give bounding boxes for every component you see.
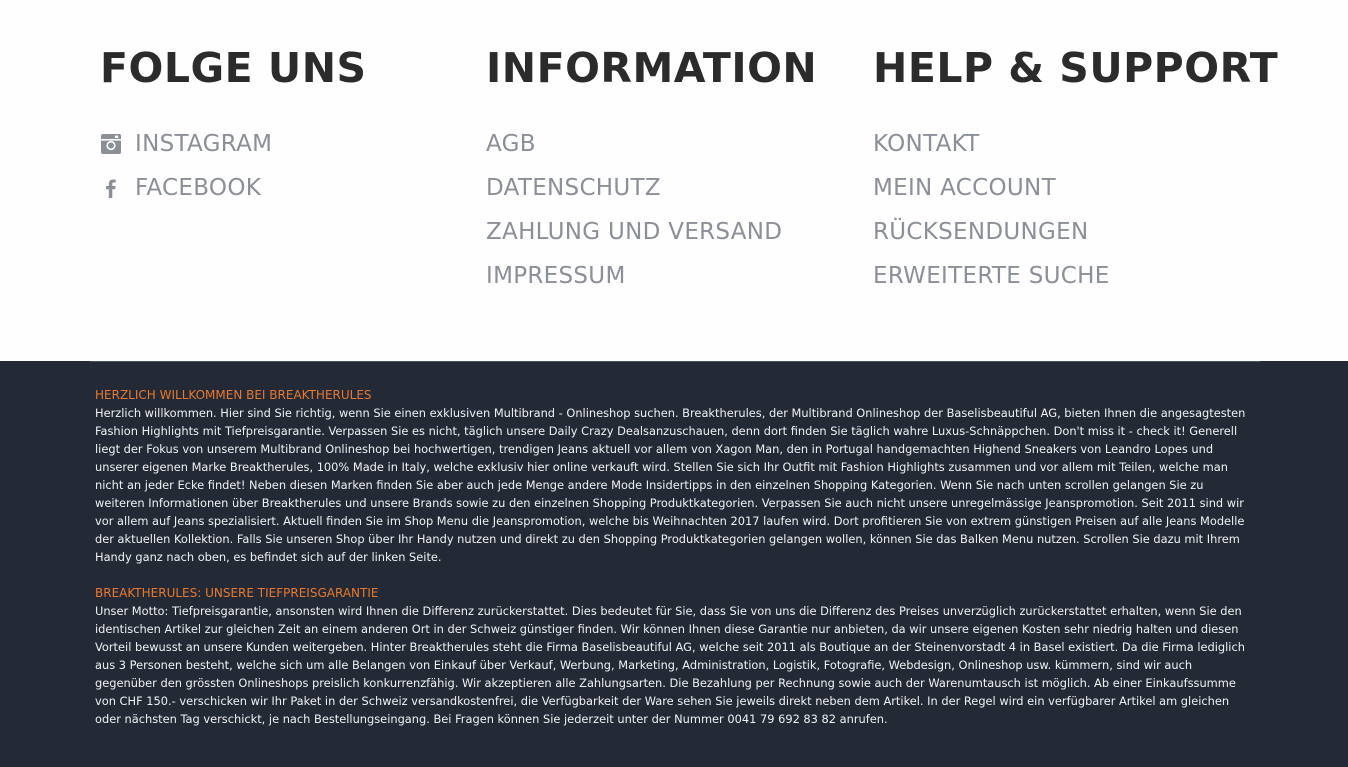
welcome-text: Herzlich willkommen. Hier sind Sie richtig, wenn Sie einen exklusiven Multibrand - Onlineshop suchen. Breaktherules, der Multibrand Onlineshop der Baselisbeautiful AG, bieten Ihnen die angesagtesten Fashion Highlights mit Tiefpreisgarantie. Verpassen Sie es nicht, täglich unsere Daily Crazy Dealsanzuschauen, denn dort finden Sie täglich wahre Luxus-Schnäppchen. Don't miss it - check it! Generell liegt der Fokus von unserem Multibrand Onlineshop bei hochwertigen, trendigen Jeans aktuell vor allem von Xagon Man, den in Portugal handgemachten Highend Sneakers von Leandro Lopes und unserer eigenen Marke Breaktherules, 100% Made in Italy, welche exklusiv hier online verkauft wird. Stellen Sie sich Ihr Outfit mit Fashion Highlights zusammen und vor allem mit Teilen, welche man nicht an jeder Ecke findet! Neben diesen Marken finden Sie aber auch jede Menge andere Mode Insidertipps in den einzelnen Shopping Kategorien. Wenn Sie nach unten scrollen gelangen Sie zu weiteren Informationen über Breaktherules und unsere Brands sowie zu den einzelnen Shopping Produktkategorien. Verpassen Sie auch nicht unsere unregelmässige Jeanspromotion. Seit 2011 sind wir vor allem auf Jeans spezialisiert. Aktuell finden Sie im Shop Menu die Jeanspromotion, welche bis Weihnachten 2017 laufen wird. Dort profitieren Sie von extrem günstigen Preisen auf alle Jeans Modelle der aktuellen Kollektion. Falls Sie unseren Shop über Ihr Handy nutzen und direkt zu den Shopping Produktkategorien gelangen wollen, können Sie das Balken Menu nutzen. Scrollen Sie dazu mit Ihrem Handy ganz nach oben, es befindet sich auf der linken Seite.	[95, 406, 1246, 564]
support-heading: HELP & SUPPORT	[873, 44, 1279, 92]
support-column	[873, 44, 1279, 298]
list-item	[486, 254, 866, 298]
seo-text-block	[0, 361, 1348, 767]
ruecksendungen-link[interactable]: RÜCKSENDUNGEN	[873, 219, 1089, 245]
list-item	[873, 122, 1253, 166]
footer-links	[0, 0, 1348, 361]
list-item	[873, 254, 1253, 298]
zahlung-versand-link[interactable]: ZAHLUNG UND VERSAND	[486, 219, 783, 245]
welcome-heading: HERZLICH WILLKOMMEN BEI BREAKTHERULES	[95, 388, 372, 402]
instagram-link[interactable]	[100, 131, 272, 157]
datenschutz-link[interactable]: DATENSCHUTZ	[486, 175, 661, 201]
list-item	[873, 166, 1253, 210]
list-item	[486, 166, 866, 210]
information-heading: INFORMATION	[486, 44, 818, 92]
information-links	[486, 122, 866, 298]
mein-account-link[interactable]: MEIN ACCOUNT	[873, 175, 1056, 201]
facebook-label: FACEBOOK	[135, 175, 262, 201]
list-item	[486, 122, 866, 166]
divider	[90, 361, 1260, 362]
facebook-icon	[100, 177, 122, 199]
list-item	[100, 166, 480, 210]
information-column	[486, 44, 866, 298]
facebook-link[interactable]	[100, 175, 261, 201]
erweiterte-suche-link[interactable]: ERWEITERTE SUCHE	[873, 263, 1110, 289]
instagram-label: INSTAGRAM	[135, 131, 273, 157]
social-links	[100, 122, 480, 210]
support-links	[873, 122, 1253, 298]
guarantee-text: Unser Motto: Tiefpreisgarantie, ansonsten wird Ihnen die Differenz zurückerstattet. Dies bedeutet für Sie, dass Sie von uns die Differenz des Preises unverzüglich zurückerstattet erhalten, wenn Sie den identischen Artikel zur gleichen Zeit an einem anderen Ort in der Schweiz günstiger finden. Wir können Ihnen diese Garantie nur anbieten, da wir unsere eigenen Kosten sehr niedrig halten und diesen Vorteil bewusst an unsere Kunden weitergeben. Hinter Breaktherules steht die Firma Baselisbeautiful AG, welche seit 2011 als Boutique an der Steinenvorstadt 4 in Basel existiert. Da die Firma lediglich aus 3 Personen besteht, welche sich um alle Belangen von Einkauf über Verkauf, Werbung, Marketing, Administration, Logistik, Fotografie, Webdesign, Onlineshop usw. kümmern, sind wir auch gegenüber den grössten Onlineshops preislich konkurrenzfähig. Wir akzeptieren alle Zahlungsarten. Die Bezahlung per Rechnung sowie auch der Warenumtausch ist möglich. Ab einer Einkaufssumme von CHF 150.- verschicken wir Ihr Paket in der Schweiz versandkostenfrei, die Verfügbarkeit der Ware sehen Sie jeweils direkt neben dem Artikel. In der Regel wird ein verfügbarer Artikel am gleichen oder nächsten Tag verschickt, je nach Bestellungseingang. Bei Fragen können Sie jederzeit unter der Nummer 0041 79 692 83 82 anrufen.	[95, 604, 1245, 726]
seo-content	[95, 387, 1255, 747]
instagram-icon	[100, 133, 122, 155]
impressum-link[interactable]: IMPRESSUM	[486, 263, 626, 289]
follow-column	[100, 44, 480, 210]
list-item	[486, 210, 866, 254]
follow-heading: FOLGE UNS	[100, 44, 367, 92]
agb-link[interactable]: AGB	[486, 131, 536, 157]
list-item	[100, 122, 480, 166]
guarantee-heading: BREAKTHERULES: UNSERE TIEFPREISGARANTIE	[95, 586, 379, 600]
kontakt-link[interactable]: KONTAKT	[873, 131, 980, 157]
list-item	[873, 210, 1253, 254]
